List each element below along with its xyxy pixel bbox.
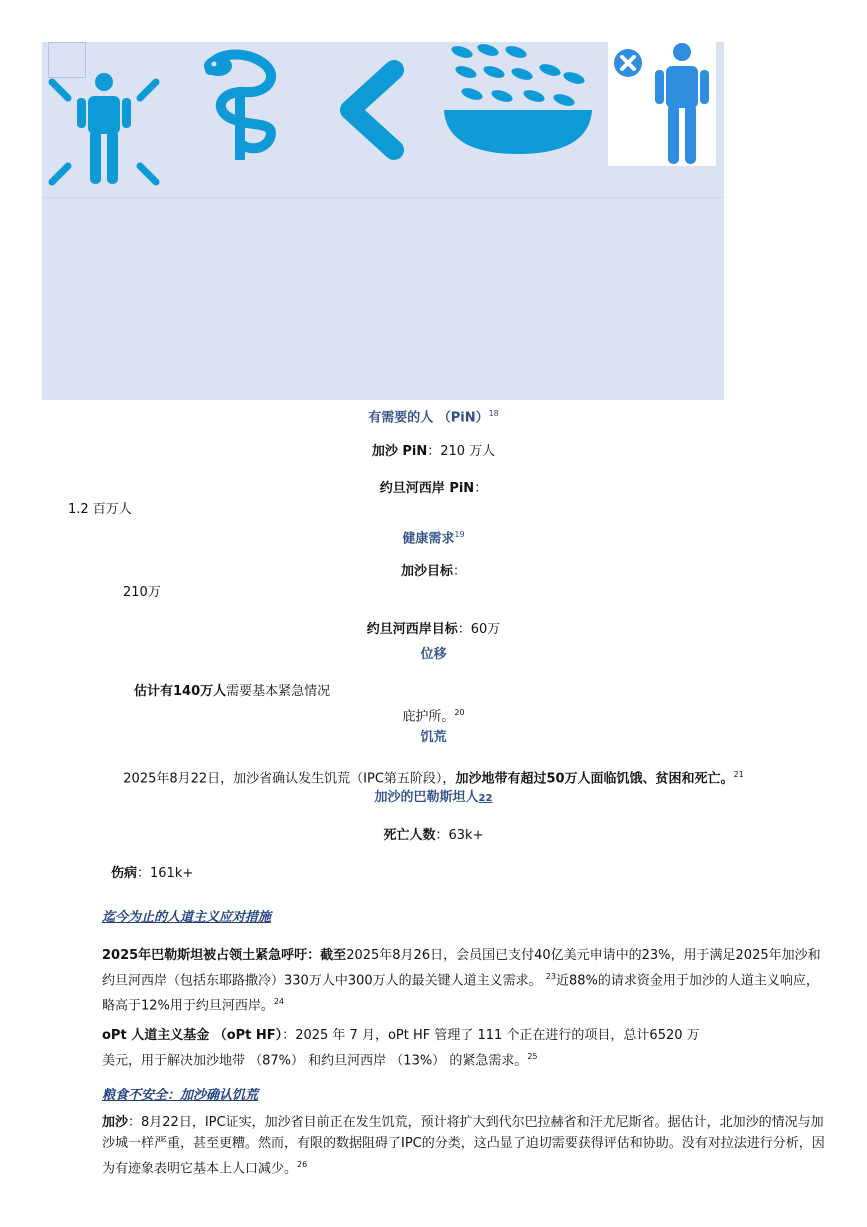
displacement-line2: 庇护所。$^{20}$ (402, 708, 465, 725)
displacement-heading: 位移 (420, 647, 447, 662)
pin-heading: 有需要的人 （PiN）$^{18}$ (368, 409, 499, 426)
deaths-stat: 死亡人数：63k+ (383, 828, 484, 843)
displacement-line1: 估计有140万人需要基本紧急情况 (134, 684, 331, 699)
person-rays-icon (48, 72, 160, 188)
response-section-title: 迄今为止的人道主义应对措施 (102, 910, 272, 925)
person-cancel-panel (608, 42, 716, 166)
health-heading: 健康需求$^{19}$ (402, 530, 465, 547)
pin-west-bank-value: 1.2 百万人 (68, 502, 132, 517)
food-bowl-icon (442, 42, 594, 157)
palestinians-heading: 加沙的巴勒斯坦人22 (374, 790, 493, 805)
famine-text: 2025年8月22日，加沙省确认发生饥荒（IPC第五阶段），加沙地带有超过50万人面临饥饿、贫困和死亡。$^{21}$ (123, 770, 744, 787)
person-cancel-icon (608, 42, 716, 166)
health-gaza-value: 210万 (123, 585, 161, 600)
response-paragraph-2: oPt 人道主义基金 （oPt HF）：2025 年 7 月，oPt HF 管理了 111 个正在进行的项目，总计6520 万美元，用于解决加沙地带 （87%） 和约旦河西岸 （13%） 的紧急需求。$^{25}$ (102, 1028, 700, 1069)
food-section-title: 粮食不安全：加沙确认饥荒 (102, 1088, 259, 1103)
footnote-link-22[interactable]: 22 (478, 793, 493, 804)
medical-snake-icon (200, 42, 290, 160)
health-west-bank: 约旦河西岸目标：60万 (366, 622, 501, 637)
injuries-stat: 伤病：161k+ (111, 866, 194, 881)
pin-gaza: 加沙 PiN：210 万人 (371, 444, 496, 459)
chevron-left-icon (332, 60, 408, 160)
banner-divider (42, 197, 724, 198)
health-gaza: 加沙目标： (400, 564, 467, 579)
famine-heading: 饥荒 (420, 730, 447, 745)
infographic-banner (42, 42, 724, 400)
food-paragraph: 加沙：8月22日，IPC证实，加沙省目前正在发生饥荒，预计将扩大到代尔巴拉赫省和汗尤尼斯省。据估计，北加沙的情况与加沙城一样严重，甚至更糟。然而，有限的数据阻碍了IPC的分类，这凸显了迫切需要获得评估和协助。没有对拉法进行分析，因为有迹象表明它基本上人口减少。$^{26}$ (102, 1115, 825, 1177)
response-paragraph-1: 2025年巴勒斯坦被占领土紧急呼吁：截至2025年8月26日，会员国已支付40亿美元申请中的23%，用于满足2025年加沙和约旦河西岸（包括东耶路撒冷）330万人中300万人的最关键人道主义需求。 $^{23}$近88%的请求资金用于加沙的人道主义响应，略高于12%用于约旦河西岸。$^{24}$ (102, 948, 821, 1014)
pin-west-bank: 约旦河西岸 PiN： (379, 481, 488, 496)
